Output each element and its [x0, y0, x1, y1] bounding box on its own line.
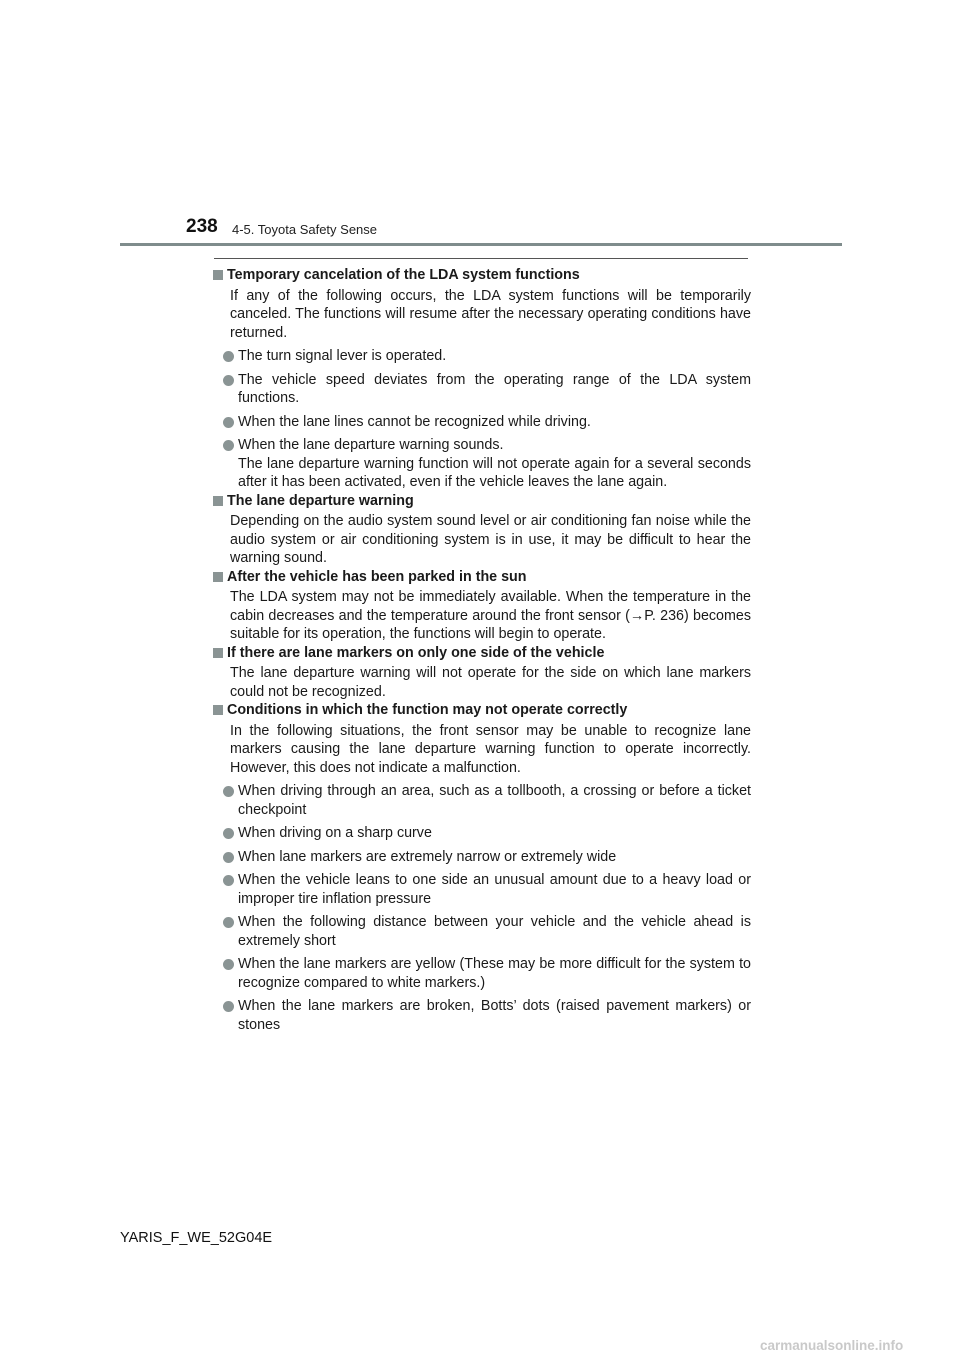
- page-number: 238: [186, 216, 218, 237]
- square-bullet-icon: [213, 572, 223, 582]
- list-item: The turn signal lever is operated.: [223, 347, 751, 366]
- circle-bullet-icon: [223, 440, 234, 451]
- square-bullet-icon: [213, 705, 223, 715]
- section-temporary-cancelation: [211, 266, 751, 492]
- circle-bullet-icon: [223, 375, 234, 386]
- circle-bullet-icon: [223, 351, 234, 362]
- section-text: If any of the following occurs, the LDA system functions will be temporarily canceled. The functions will resume after the necessary operating conditions have returned.: [230, 287, 751, 341]
- circle-bullet-icon: [223, 852, 234, 863]
- circle-bullet-icon: [223, 786, 234, 797]
- section-text: The LDA system may not be immediately available. When the temperature in the cabin decreases and the temperature around the front sensor (→P. 236) becomes suitable for its operation, the functions will begin to operate.: [230, 589, 751, 642]
- section-parked-in-sun: [211, 568, 751, 644]
- section-heading: Temporary cancelation of the LDA system functions: [211, 266, 751, 285]
- circle-bullet-icon: [223, 1001, 234, 1012]
- section-heading: Conditions in which the function may not operate correctly: [211, 701, 751, 720]
- circle-bullet-icon: [223, 417, 234, 428]
- circle-bullet-icon: [223, 917, 234, 928]
- list-item: When the vehicle leans to one side an unusual amount due to a heavy load or improper tire inflation pressure: [223, 871, 751, 908]
- section-label: 4-5. Toyota Safety Sense: [232, 222, 378, 237]
- watermark: carmanualsonline.info: [760, 1338, 904, 1353]
- circle-bullet-icon: [223, 875, 234, 886]
- section-text: In the following situations, the front sensor may be unable to recognize lane markers causing the lane departure warning function to operate incorrectly. However, this does not indicate a malfunction.: [230, 722, 751, 776]
- square-bullet-icon: [213, 648, 223, 658]
- content-area: [211, 266, 751, 1034]
- section-one-side-markers: [211, 644, 751, 702]
- section-text: The lane departure warning will not operate for the side on which lane markers could not be recognized.: [230, 665, 751, 700]
- section-lane-departure-warning: [211, 492, 751, 568]
- header-rule: [120, 243, 842, 246]
- list-item: When lane markers are extremely narrow or extremely wide: [223, 848, 751, 867]
- footer-code: YARIS_F_WE_52G04E: [120, 1230, 273, 1246]
- section-heading: The lane departure warning: [211, 492, 751, 511]
- list-item: When the lane markers are yellow (These may be more difficult for the system to recognize compared to white markers.): [223, 955, 751, 992]
- list-item: When the following distance between your vehicle and the vehicle ahead is extremely short: [223, 913, 751, 950]
- list-item: When driving through an area, such as a tollbooth, a crossing or before a ticket checkpoint: [223, 782, 751, 819]
- circle-bullet-icon: [223, 828, 234, 839]
- content-rule: [214, 258, 748, 259]
- square-bullet-icon: [213, 496, 223, 506]
- section-text: Depending on the audio system sound level or air conditioning fan noise while the audio system or air conditioning system is in use, it may be difficult to hear the warning sound.: [230, 513, 751, 566]
- square-bullet-icon: [213, 270, 223, 280]
- circle-bullet-icon: [223, 959, 234, 970]
- list-item: When the lane markers are broken, Botts’ dots (raised pavement markers) or stones: [223, 997, 751, 1034]
- section-conditions: [211, 701, 751, 1034]
- list-item: When driving on a sharp curve: [223, 824, 751, 843]
- list-item: When the lane lines cannot be recognized while driving.: [223, 413, 751, 432]
- list-item: When the lane departure warning sounds. The lane departure warning function will not operate again for a several seconds after it has been activated, even if the vehicle leaves the lane again.: [223, 436, 751, 492]
- section-heading: If there are lane markers on only one side of the vehicle: [211, 644, 751, 663]
- list-item: The vehicle speed deviates from the operating range of the LDA system functions.: [223, 371, 751, 408]
- section-heading: After the vehicle has been parked in the sun: [211, 568, 751, 587]
